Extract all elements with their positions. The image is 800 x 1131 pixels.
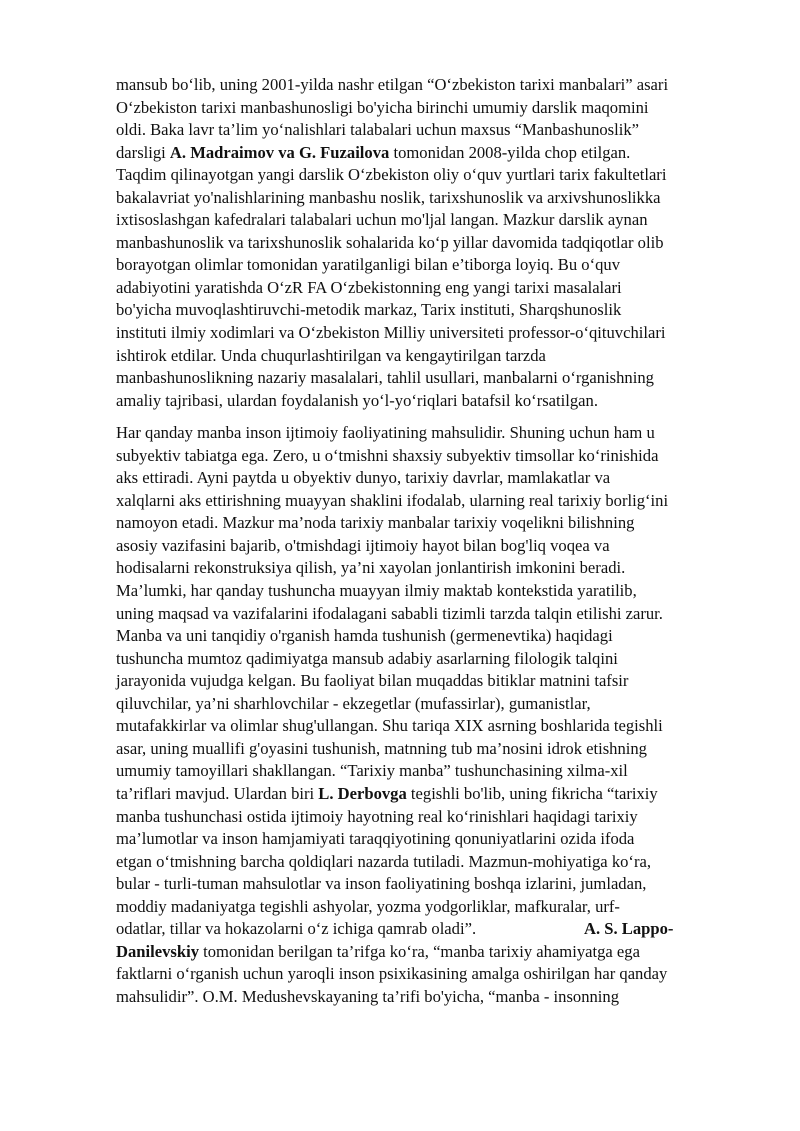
text-run: etgan o‘tmishning barcha qoldiqlari nazarda tutiladi. Mazmun-mohiyatiga ko‘ra, xyxy=(116,851,651,871)
text-line xyxy=(116,851,740,874)
text-line xyxy=(116,670,740,693)
text-line xyxy=(116,119,740,142)
text-run: namoyon etadi. Mazkur ma’noda tarixiy manbalar tarixiy voqelikni bilishning xyxy=(116,513,635,533)
text-run: manbashunoslik va tarixshunoslik sohalarida ko‘p yillar davomida tadqiqotlar olib xyxy=(116,232,664,252)
text-line xyxy=(116,142,740,165)
text-line xyxy=(116,390,740,413)
text-line xyxy=(116,422,740,445)
text-line xyxy=(116,187,740,210)
text-run: darsligi xyxy=(116,142,170,162)
text-run: faktlarni o‘rganish uchun yaroqli inson psixikasining amalga oshirilgan har qanday xyxy=(116,964,668,984)
text-line xyxy=(116,490,740,513)
text-line xyxy=(116,648,740,671)
text-run: ma’lumotlar va inson hamjamiyati taraqqiyotining qonuniyatlarini ozida ifoda xyxy=(116,829,635,849)
text-run: bakalavriat yo'nalishlarining manbashu noslik, tarixshunoslik va arxivshunoslikka xyxy=(116,187,661,207)
text-line xyxy=(116,512,740,535)
text-line xyxy=(116,896,740,919)
text-run: mansub bo‘lib, uning 2001-yilda nashr etilgan “O‘zbekiston tarixi manbalari” asari xyxy=(116,75,669,94)
text-line xyxy=(116,557,740,580)
text-run: jarayonida vujudga kelgan. Bu faoliyat bilan muqaddas bitiklar matnini tafsir xyxy=(116,671,629,691)
text-line xyxy=(116,806,740,829)
text-line xyxy=(116,322,740,345)
text-run: xalqlarni aks ettirishning muayyan shaklini ifodalab, ularning real tarixiy borlig‘ini xyxy=(116,490,669,510)
text-run: tegishli bo'lib, uning fikricha “tarixiy xyxy=(406,783,658,803)
text-run: Ma’lumki, har qanday tushuncha muayyan ilmiy maktab kontekstida yaratilib, xyxy=(116,581,637,601)
text-run: manba tushunchasi ostida ijtimoiy hayotning real ko‘rinishlari haqidagi tarixiy xyxy=(116,806,638,826)
text-line xyxy=(116,535,740,558)
text-run: amaliy tajribasi, ulardan foydalanish yo‘l-yo‘riqlari batafsil ko‘rsatilgan. xyxy=(116,390,598,410)
text-run: odatlar, tillar va hokazolarni o‘z ichiga qamrab oladi”. xyxy=(116,919,584,939)
text-line xyxy=(116,299,740,322)
text-run: uning maqsad va vazifalarini ifodalagani sababli tizimli tarzda talqin etilishi zarur. xyxy=(116,603,663,623)
text-line xyxy=(116,164,740,187)
text-line xyxy=(116,625,740,648)
text-line xyxy=(116,760,740,783)
text-line xyxy=(116,738,740,761)
text-line xyxy=(116,715,740,738)
text-run: oldi. Baka lavr ta’lim yo‘nalishlari talabalari uchun maxsus “Manbashunoslik” xyxy=(116,120,640,140)
text-run: umumiy tamoyillari shakllangan. “Tarixiy manba” tushunchasining xilma-xil xyxy=(116,761,628,781)
text-run: tushuncha mumtoz qadimiyatga mansub adabiy asarlarning filologik talqini xyxy=(116,648,618,668)
text-run: O‘zbekiston tarixi manbashunosligi bo'yicha birinchi umumiy darslik maqomini xyxy=(116,97,649,117)
text-run: qiluvchilar, ya’ni sharhlovchilar - ekzegetlar (mufassirlar), gumanistlar, xyxy=(116,693,591,713)
text-line xyxy=(116,603,740,626)
text-run: borayotgan olimlar tomonidan yaratilganligi bilan e’tiborga loyiq. Bu o‘quv xyxy=(116,255,621,275)
paragraph xyxy=(116,422,740,1008)
text-run: instituti ilmiy xodimlari va O‘zbekiston Milliy universiteti professor-o‘qituvchilari xyxy=(116,323,666,343)
paragraph xyxy=(116,74,740,412)
text-run: asosiy vazifasini bajarib, o'tmishdagi ijtimoiy hayot bilan bog'liq voqea va xyxy=(116,535,610,555)
text-run: subyektiv tabiatga ega. Zero, u o‘tmishni shaxsiy subyektiv timsollar ko‘rinishida xyxy=(116,445,659,465)
text-run: hodisalarni rekonstruksiya qilish, ya’ni xayolan jonlantirish imkonini beradi. xyxy=(116,558,626,578)
text-line xyxy=(116,97,740,120)
text-line xyxy=(116,445,740,468)
bold-author-name: Danilevskiy xyxy=(116,941,199,961)
text-line xyxy=(116,74,740,97)
text-run: moddiy madaniyatga tegishli ashyolar, yozma yodgorliklar, mafkuralar, urf- xyxy=(116,896,620,916)
text-line xyxy=(116,232,740,255)
text-run: adabiyotini yaratishda O‘zR FA O‘zbekistonning eng yangi tarixi masalalari xyxy=(116,277,622,297)
text-run: aks ettiradi. Ayni paytda u obyektiv dunyo, tarixiy davrlar, mamlakatlar va xyxy=(116,468,611,488)
text-run: ixtisoslashgan kafedralari talabalari uchun mo'ljal langan. Mazkur darslik aynan xyxy=(116,210,648,230)
text-run: bo'yicha muvoqlashtiruvchi-metodik markaz, Tarix instituti, Sharqshunoslik xyxy=(116,300,622,320)
text-line xyxy=(116,828,740,851)
text-line xyxy=(116,580,740,603)
document-body xyxy=(116,74,740,1008)
text-run: bular - turli-tuman mahsulotlar va inson faoliyatining boshqa izlarini, jumladan, xyxy=(116,874,647,894)
text-run: asar, uning muallifi g'oyasini tushunish, matnning tub ma’nosini idrok etishning xyxy=(116,738,647,758)
text-line xyxy=(116,693,740,716)
text-run: Manba va uni tanqidiy o'rganish hamda tushunish (germenevtika) haqidagi xyxy=(116,626,613,646)
text-run: tomonidan 2008-yilda chop etilgan. xyxy=(389,142,631,162)
text-run: manbashunoslikning nazariy masalalari, tahlil usullari, manbalarni o‘rganishning xyxy=(116,368,654,388)
text-run: Taqdim qilinayotgan yangi darslik O‘zbekiston oliy o‘quv yurtlari tarix fakultetlari xyxy=(116,165,667,185)
text-line xyxy=(116,467,740,490)
text-line xyxy=(116,277,740,300)
text-run: ta’riflari mavjud. Ulardan biri xyxy=(116,783,319,803)
bold-author-name: A. Madraimov va G. Fuzailova xyxy=(169,142,390,162)
text-line xyxy=(116,345,740,368)
text-run: tomonidan berilgan ta’rifga ko‘ra, “manba tarixiy ahamiyatga ega xyxy=(199,941,640,961)
bold-author-name: A. S. Lappo- xyxy=(583,919,674,939)
text-line xyxy=(116,367,740,390)
text-line xyxy=(116,873,740,896)
text-run: Har qanday manba inson ijtimoiy faoliyatining mahsulidir. Shuning uchun ham u xyxy=(116,423,655,443)
text-line xyxy=(116,918,740,941)
bold-author-name: L. Derbovga xyxy=(318,783,407,803)
text-run: mahsulidir”. O.M. Medushevskayaning ta’rifi bo'yicha, “manba - insonning xyxy=(116,986,619,1006)
text-run: ishtirok etdilar. Unda chuqurlashtirilgan va kengaytirilgan tarzda xyxy=(116,345,546,365)
text-line xyxy=(116,254,740,277)
text-line xyxy=(116,783,740,806)
text-line xyxy=(116,209,740,232)
text-line xyxy=(116,986,740,1009)
text-run: mutafakkirlar va olimlar shug'ullangan. Shu tariqa XIX asrning boshlarida tegishli xyxy=(116,716,663,736)
text-line xyxy=(116,963,740,986)
text-line xyxy=(116,941,740,964)
